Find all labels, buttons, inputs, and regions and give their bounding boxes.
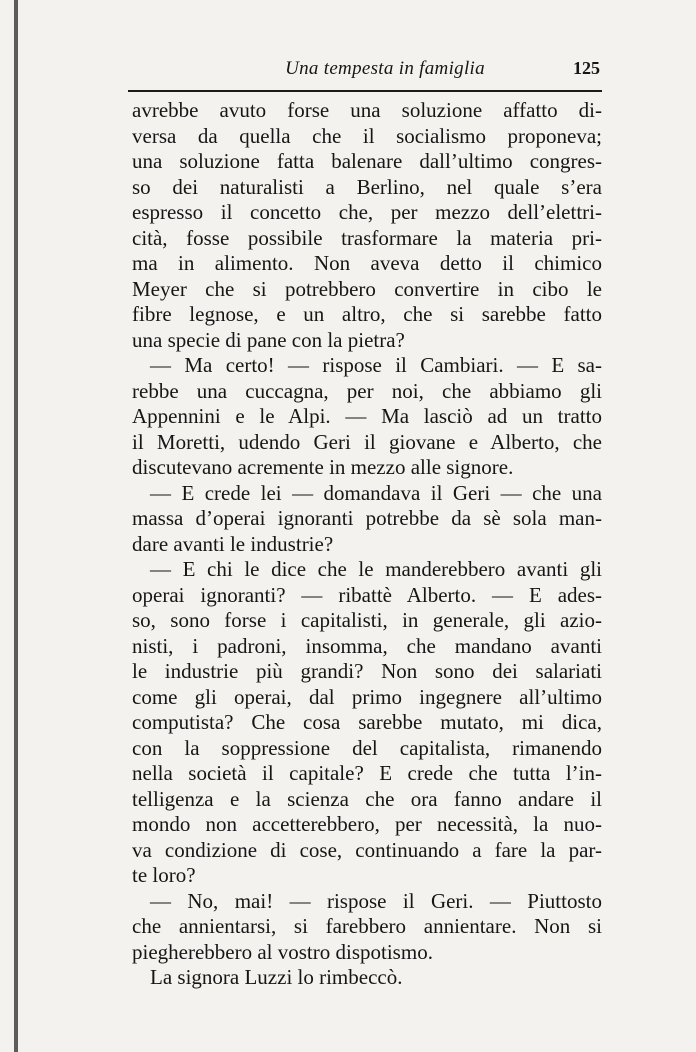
text-line: con la soppressione del capitalista, rimanendo	[132, 735, 602, 760]
header-rule	[128, 90, 602, 92]
binding-edge	[14, 0, 18, 1052]
text-line: nisti, i padroni, insomma, che mandano avanti	[132, 633, 602, 658]
text-line: piegherebbero al vostro dispotismo.	[132, 939, 433, 964]
text-line: — Ma certo! — rispose il Cambiari. — E sa-	[150, 353, 602, 377]
text-line: massa d’operai ignoranti potrebbe da sè sola man-	[132, 506, 602, 530]
text-line: Meyer che si potrebbero convertire in cibo le	[132, 276, 602, 301]
text-line: operai ignoranti? — ribattè Alberto. — E ades-	[132, 582, 602, 607]
text-line: va condizione di cose, continuando a fare la par-	[132, 837, 602, 862]
text-line: so dei naturalisti a Berlino, nel quale s’era	[132, 174, 602, 199]
text-line: te loro?	[132, 863, 196, 887]
text-line: telligenza e la scienza che ora fanno andare il	[132, 786, 602, 811]
text-line: — E crede lei — domandava il Geri — che una	[150, 480, 602, 505]
text-line: una specie di pane con la pietra?	[132, 327, 405, 352]
text-line: Appennini e le Alpi. — Ma lasciò ad un tratto	[132, 404, 602, 428]
text-line: rebbe una cuccagna, per noi, che abbiamo gli	[132, 378, 602, 403]
page-number: 125	[573, 58, 600, 78]
text-line: La signora Luzzi lo rimbeccò.	[150, 965, 403, 989]
text-line: cità, fosse possibile trasformare la materia pri-	[132, 225, 602, 250]
text-line: dare avanti le industrie?	[132, 531, 334, 556]
text-line: computista? Che cosa sarebbe mutato, mi dica,	[132, 710, 602, 734]
text-line: espresso il concetto che, per mezzo dell’elettri-	[132, 200, 602, 224]
text-line: come gli operai, dal primo ingegnere all’ultimo	[132, 684, 602, 709]
text-line: nella società il capitale? E crede che tutta l’in-	[132, 761, 602, 785]
text-line: so, sono forse i capitalisti, in generale, gli azio-	[132, 608, 602, 632]
body-text	[132, 98, 602, 991]
text-line: versa da quella che il socialismo proponeva;	[132, 123, 602, 148]
text-line: — E chi le dice che le manderebbero avanti gli	[150, 557, 602, 581]
text-line: le industrie più grandi? Non sono dei salariati	[132, 659, 602, 683]
text-line: — No, mai! — rispose il Geri. — Piuttosto	[150, 888, 602, 913]
text-line: il Moretti, udendo Geri il giovane e Alberto, che	[132, 429, 602, 454]
text-line: fibre legnose, e un altro, che si sarebbe fatto	[132, 302, 602, 326]
text-line: avrebbe avuto forse una soluzione affatto di-	[132, 98, 602, 122]
running-title: Una tempesta in famiglia	[285, 58, 485, 79]
text-line: una soluzione fatta balenare dall’ultimo congres-	[132, 149, 602, 173]
text-line: mondo non accetterebbero, per necessità, la nuo-	[132, 812, 602, 836]
text-line: che annientarsi, si farebbero annientare. Non si	[132, 914, 602, 938]
page-header	[128, 56, 602, 86]
text-line: discutevano acremente in mezzo alle signore.	[132, 455, 514, 479]
text-line: ma in alimento. Non aveva detto il chimico	[132, 251, 602, 275]
